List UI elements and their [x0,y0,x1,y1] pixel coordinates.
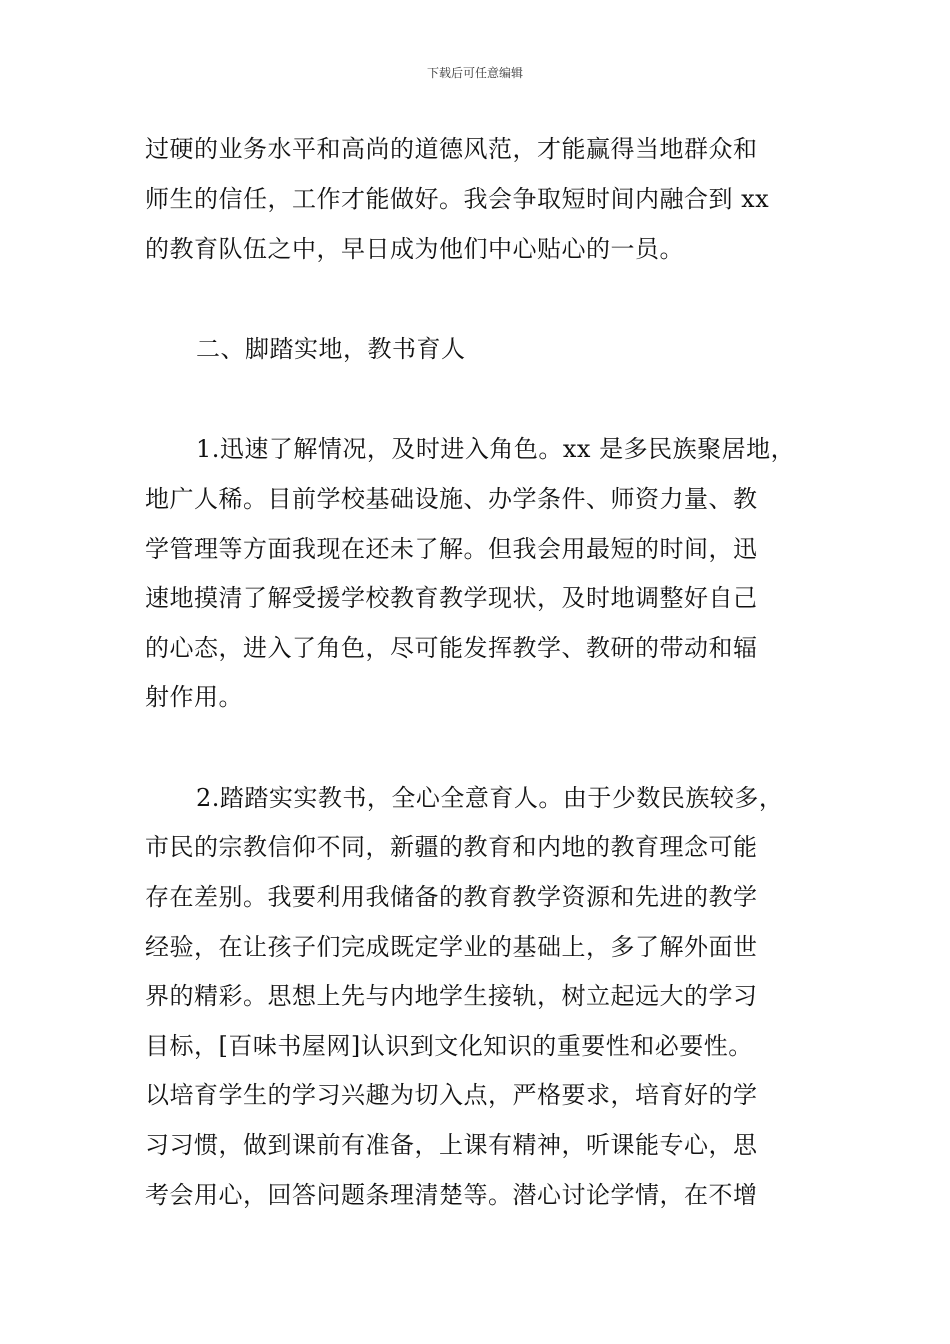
text-line: 的教育队伍之中，早日成为他们中心贴心的一员。 [145,235,684,263]
text-line: 以培育学生的学习兴趣为切入点，严格要求，培育好的学 [145,1081,758,1109]
text-line: 射作用。 [145,683,243,711]
section-heading: 二、脚踏实地，教书育人 [196,335,466,363]
text-line: 地广人稀。目前学校基础设施、办学条件、师资力量、教 [145,485,758,513]
text-line: 目标，[百味书屋网]认识到文化知识的重要性和必要性。 [145,1032,753,1060]
text-line: 习习惯，做到课前有准备，上课有精神，听课能专心，思 [145,1131,758,1159]
text-line: 2.踏踏实实教书，全心全意育人。由于少数民族较多， [196,784,784,812]
text-line: 的心态，进入了角色，尽可能发挥教学、教研的带动和辐 [145,634,758,662]
text-line: 存在差别。我要利用我储备的教育教学资源和先进的教学 [145,883,758,911]
text-line: 市民的宗教信仰不同，新疆的教育和内地的教育理念可能 [145,833,758,861]
text-line: 界的精彩。思想上先与内地学生接轨，树立起远大的学习 [145,982,758,1010]
text-line: 学管理等方面我现在还未了解。但我会用最短的时间，迅 [145,535,758,563]
text-line: 考会用心，回答问题条理清楚等。潜心讨论学情，在不增 [145,1181,758,1209]
text-line: 过硬的业务水平和高尚的道德风范，才能赢得当地群众和 [145,135,758,163]
text-line: 1.迅速了解情况，及时进入角色。xx 是多民族聚居地， [196,435,796,463]
text-line: 师生的信任，工作才能做好。我会争取短时间内融合到 xx [145,185,770,213]
page-header: 下载后可任意编辑 [426,66,523,80]
text-line: 速地摸清了解受援学校教育教学现状，及时地调整好自己 [145,584,758,612]
text-line: 经验，在让孩子们完成既定学业的基础上，多了解外面世 [145,933,758,961]
